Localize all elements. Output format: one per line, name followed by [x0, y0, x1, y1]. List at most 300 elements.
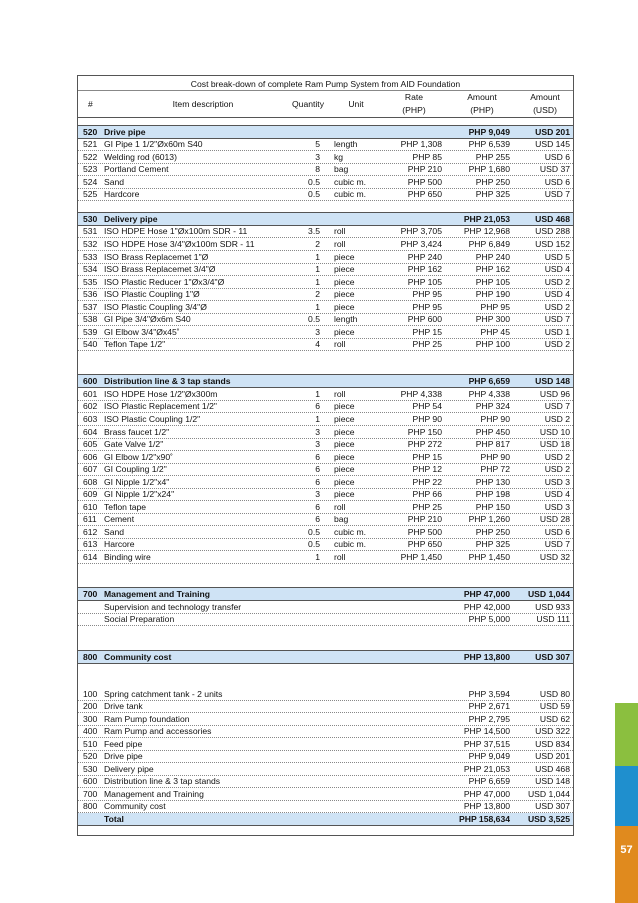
cell-usd: USD 6	[544, 527, 570, 537]
cell-qty: 6	[315, 401, 320, 411]
cell-usd: USD 2	[544, 277, 570, 287]
cell-qty: 0.5	[308, 177, 320, 187]
cell-php: PHP 250	[475, 177, 510, 187]
cell-usd: USD 288	[535, 226, 570, 236]
cell-rate: PHP 66	[412, 489, 442, 499]
cell-unit: cubic m.	[334, 527, 366, 537]
cell-desc: GI Elbow 1/2"x90˚	[104, 452, 173, 462]
cell-usd: USD 7	[544, 189, 570, 199]
cell-rate: PHP 25	[412, 339, 442, 349]
row-divider	[78, 250, 573, 251]
row-divider	[78, 525, 573, 526]
cell-rate: PHP 240	[407, 252, 442, 262]
col-header-qty: Quantity	[291, 99, 324, 109]
row-divider	[78, 412, 573, 413]
cell-unit: piece	[334, 327, 355, 337]
cell-desc: Sand	[104, 177, 125, 187]
cell-qty: 1	[315, 302, 320, 312]
cell-php: PHP 325	[475, 189, 510, 199]
cell-unit: piece	[334, 477, 355, 487]
cell-php: PHP 1,680	[468, 164, 510, 174]
cell-php: PHP 325	[475, 539, 510, 549]
row-divider	[78, 150, 573, 151]
cell-usd: USD 2	[544, 302, 570, 312]
cell-qty: 6	[315, 514, 320, 524]
cell-unit: piece	[334, 277, 355, 287]
cell-code: 607	[83, 464, 98, 474]
cell-qty: 8	[315, 164, 320, 174]
cell-code: 535	[83, 277, 98, 287]
sidebar-green	[615, 703, 638, 766]
cell-unit: piece	[334, 464, 355, 474]
cell-usd: USD 59	[539, 701, 570, 711]
cell-usd: USD 933	[535, 602, 570, 612]
cell-usd: USD 28	[539, 514, 570, 524]
cell-php: PHP 2,671	[468, 701, 510, 711]
cell-desc: ISO Plastic Coupling 1"Ø	[104, 289, 200, 299]
row-divider	[78, 550, 573, 551]
cell-desc: ISO Brass Replacemet 1"Ø	[104, 252, 209, 262]
cell-code: 530	[83, 214, 98, 224]
row-divider	[78, 762, 573, 763]
cell-usd: USD 7	[544, 314, 570, 324]
cell-usd: USD 62	[539, 714, 570, 724]
cell-usd: USD 80	[539, 689, 570, 699]
cell-desc: Community cost	[104, 801, 166, 811]
cell-php: PHP 6,849	[468, 239, 510, 249]
cell-qty: 1	[315, 552, 320, 562]
cell-rate: PHP 650	[407, 539, 442, 549]
cell-rate: PHP 3,424	[400, 239, 442, 249]
cell-unit: piece	[334, 289, 355, 299]
cell-desc: Gate Valve 1/2"	[104, 439, 164, 449]
cell-unit: roll	[334, 389, 346, 399]
cell-desc: GI Nipple 1/2"x4"	[104, 477, 170, 487]
cell-usd: USD 145	[535, 139, 570, 149]
cell-rate: PHP 22	[412, 477, 442, 487]
cell-desc: ISO Plastic Coupling 3/4"Ø	[104, 302, 207, 312]
table-title: Cost break-down of complete Ram Pump System from AID Foundation	[190, 79, 461, 89]
cell-desc: Delivery pipe	[104, 214, 158, 224]
cell-code: 523	[83, 164, 98, 174]
cell-desc: ISO HDPE Hose 1"Øx100m SDR - 11	[104, 226, 248, 236]
cell-usd: USD 96	[539, 389, 570, 399]
cell-qty: 3	[315, 152, 320, 162]
cell-usd: USD 148	[535, 376, 570, 386]
cell-php: PHP 13,800	[463, 801, 510, 811]
cell-desc: GI Nipple 1/2"x24"	[104, 489, 175, 499]
cell-php: PHP 12,968	[463, 226, 510, 236]
cell-qty: 1	[315, 414, 320, 424]
col-header-rate-unit: (PHP)	[402, 105, 426, 115]
cell-unit: cubic m.	[334, 539, 366, 549]
col-header-desc: Item description	[172, 99, 234, 109]
cell-php: PHP 21,053	[463, 214, 510, 224]
cell-desc: ISO Brass Replacemet 3/4"Ø	[104, 264, 216, 274]
cell-unit: roll	[334, 552, 346, 562]
cell-unit: bag	[334, 164, 349, 174]
cell-php: PHP 300	[475, 314, 510, 324]
row-divider	[78, 374, 573, 375]
cell-unit: cubic m.	[334, 189, 366, 199]
cell-php: PHP 3,594	[468, 689, 510, 699]
cell-code: 520	[83, 751, 98, 761]
cell-rate: PHP 272	[407, 439, 442, 449]
cell-php: PHP 14,500	[463, 726, 510, 736]
cell-usd: USD 1,044	[527, 589, 570, 599]
cell-desc: Drive pipe	[104, 751, 143, 761]
cell-code: 612	[83, 527, 98, 537]
cell-desc: Welding rod (6013)	[104, 152, 177, 162]
cell-rate: PHP 4,338	[400, 389, 442, 399]
cell-desc: ISO Plastic Reducer 1"Øx3/4"Ø	[104, 277, 225, 287]
cell-qty: 3	[315, 439, 320, 449]
cell-rate: PHP 12	[412, 464, 442, 474]
cell-php: PHP 4,338	[468, 389, 510, 399]
cell-qty: 5	[315, 139, 320, 149]
cell-rate: PHP 500	[407, 177, 442, 187]
row-divider	[78, 450, 573, 451]
cell-unit: piece	[334, 252, 355, 262]
cell-qty: 2	[315, 239, 320, 249]
cell-php: PHP 150	[475, 502, 510, 512]
cell-php: PHP 240	[475, 252, 510, 262]
cell-code: 522	[83, 152, 98, 162]
cell-usd: USD 2	[544, 414, 570, 424]
cell-unit: roll	[334, 226, 346, 236]
row-divider	[78, 300, 573, 301]
cell-usd: USD 3	[544, 477, 570, 487]
cell-php: PHP 47,000	[463, 789, 510, 799]
cell-code: 536	[83, 289, 98, 299]
cell-code: 538	[83, 314, 98, 324]
cell-code: 605	[83, 439, 98, 449]
row-divider	[78, 237, 573, 238]
cell-qty: 6	[315, 464, 320, 474]
cell-code: 539	[83, 327, 98, 337]
cell-desc: Total	[104, 814, 124, 824]
cell-php: PHP 9,049	[468, 127, 510, 137]
cell-usd: USD 3,525	[527, 814, 570, 824]
cell-usd: USD 6	[544, 177, 570, 187]
cell-desc: ISO HDPE Hose 1/2"Øx300m	[104, 389, 218, 399]
page-number: 57	[620, 844, 633, 856]
cell-usd: USD 10	[539, 427, 570, 437]
cell-unit: piece	[334, 489, 355, 499]
col-header-amount-php-unit: (PHP)	[470, 105, 494, 115]
cell-qty: 1	[315, 277, 320, 287]
row-divider	[78, 125, 573, 126]
cell-rate: PHP 650	[407, 189, 442, 199]
cell-rate: PHP 162	[407, 264, 442, 274]
cell-usd: USD 7	[544, 539, 570, 549]
cell-qty: 1	[315, 389, 320, 399]
cell-rate: PHP 3,705	[400, 226, 442, 236]
cell-usd: USD 201	[535, 751, 570, 761]
cell-php: PHP 130	[475, 477, 510, 487]
cell-code: 600	[83, 776, 98, 786]
cell-rate: PHP 15	[412, 452, 442, 462]
cell-qty: 3	[315, 489, 320, 499]
cell-qty: 1	[315, 264, 320, 274]
divider	[78, 117, 573, 118]
cell-qty: 6	[315, 502, 320, 512]
cell-usd: USD 2	[544, 452, 570, 462]
cell-qty: 4	[315, 339, 320, 349]
cell-code: 520	[83, 127, 98, 137]
cell-usd: USD 307	[535, 801, 570, 811]
cell-code: 200	[83, 701, 98, 711]
cell-desc: ISO Plastic Replacement 1/2"	[104, 401, 217, 411]
cell-unit: piece	[334, 401, 355, 411]
cell-unit: piece	[334, 452, 355, 462]
cell-qty: 0.5	[308, 527, 320, 537]
divider	[78, 90, 573, 91]
cell-rate: PHP 500	[407, 527, 442, 537]
cell-rate: PHP 210	[407, 164, 442, 174]
cell-usd: USD 4	[544, 489, 570, 499]
cell-unit: roll	[334, 502, 346, 512]
cell-php: PHP 1,450	[468, 552, 510, 562]
cell-usd: USD 18	[539, 439, 570, 449]
cell-usd: USD 148	[535, 776, 570, 786]
cell-php: PHP 324	[475, 401, 510, 411]
cell-desc: Sand	[104, 527, 125, 537]
row-divider	[78, 175, 573, 176]
cell-code: 531	[83, 226, 98, 236]
cell-php: PHP 450	[475, 427, 510, 437]
cell-unit: kg	[334, 152, 344, 162]
cell-desc: Harcore	[104, 539, 135, 549]
cell-php: PHP 6,539	[468, 139, 510, 149]
cell-desc: Delivery pipe	[104, 764, 154, 774]
cell-rate: PHP 85	[412, 152, 442, 162]
row-divider	[78, 212, 573, 213]
row-divider	[78, 712, 573, 713]
cell-usd: USD 3	[544, 502, 570, 512]
row-divider	[78, 663, 573, 664]
cell-rate: PHP 54	[412, 401, 442, 411]
row-divider	[78, 425, 573, 426]
row-divider	[78, 325, 573, 326]
cell-usd: USD 468	[535, 214, 570, 224]
cell-desc: GI Coupling 1/2"	[104, 464, 167, 474]
cell-rate: PHP 90	[412, 414, 442, 424]
row-divider	[78, 787, 573, 788]
col-header-amount-usd-unit: (USD)	[533, 105, 557, 115]
cell-rate: PHP 150	[407, 427, 442, 437]
cell-desc: Feed pipe	[104, 739, 143, 749]
cell-desc: Drive tank	[104, 701, 143, 711]
cell-php: PHP 90	[480, 452, 510, 462]
row-divider	[78, 350, 573, 351]
cell-desc: GI Pipe 1 1/2"Øx60m S40	[104, 139, 203, 149]
col-header-amount-php: Amount	[467, 92, 497, 102]
cell-qty: 3	[315, 427, 320, 437]
cell-qty: 1	[315, 252, 320, 262]
cell-php: PHP 6,659	[468, 376, 510, 386]
cell-code: 800	[83, 801, 98, 811]
cell-desc: GI Pipe 3/4"Øx6m S40	[104, 314, 191, 324]
cell-code: 611	[83, 514, 97, 524]
row-divider	[78, 275, 573, 276]
cell-php: PHP 255	[475, 152, 510, 162]
cell-php: PHP 190	[475, 289, 510, 299]
cell-usd: USD 5	[544, 252, 570, 262]
cell-desc: Spring catchment tank - 2 units	[104, 689, 223, 699]
cell-desc: Binding wire	[104, 552, 151, 562]
cell-desc: Management and Training	[104, 589, 211, 599]
cell-php: PHP 1,260	[468, 514, 510, 524]
col-header-unit: Unit	[348, 99, 364, 109]
cell-qty: 0.5	[308, 314, 320, 324]
cell-code: 610	[83, 502, 98, 512]
cell-code: 601	[83, 389, 98, 399]
cell-unit: length	[334, 139, 358, 149]
cell-unit: piece	[334, 302, 355, 312]
cell-qty: 0.5	[308, 539, 320, 549]
cell-desc: ISO HDPE Hose 3/4"Øx100m SDR - 11	[104, 239, 255, 249]
cell-php: PHP 45	[480, 327, 510, 337]
cell-code: 537	[83, 302, 98, 312]
row-divider	[78, 625, 573, 626]
cell-php: PHP 817	[475, 439, 510, 449]
cell-code: 614	[83, 552, 98, 562]
cell-qty: 6	[315, 477, 320, 487]
cell-php: PHP 198	[475, 489, 510, 499]
cell-code: 400	[83, 726, 98, 736]
cell-rate: PHP 210	[407, 514, 442, 524]
cell-usd: USD 322	[535, 726, 570, 736]
cell-usd: USD 1,044	[527, 789, 570, 799]
cell-code: 606	[83, 452, 98, 462]
cell-unit: length	[334, 314, 358, 324]
cell-unit: cubic m.	[334, 177, 366, 187]
cell-php: PHP 162	[475, 264, 510, 274]
cell-php: PHP 9,049	[468, 751, 510, 761]
cell-usd: USD 7	[544, 401, 570, 411]
cell-usd: USD 152	[535, 239, 570, 249]
cell-code: 534	[83, 264, 98, 274]
row-divider	[78, 387, 573, 388]
cell-php: PHP 42,000	[463, 602, 510, 612]
row-divider	[78, 650, 573, 651]
row-divider	[78, 825, 573, 826]
cell-code: 524	[83, 177, 98, 187]
cell-code: 510	[83, 739, 98, 749]
cell-code: 602	[83, 401, 98, 411]
cell-desc: Community cost	[104, 652, 172, 662]
cell-unit: piece	[334, 414, 355, 424]
cell-unit: piece	[334, 439, 355, 449]
cell-unit: piece	[334, 427, 355, 437]
cell-desc: Management and Training	[104, 789, 204, 799]
cell-php: PHP 90	[480, 414, 510, 424]
cell-code: 525	[83, 189, 98, 199]
cell-rate: PHP 95	[412, 289, 442, 299]
col-header-num: #	[88, 99, 93, 109]
cell-php: PHP 5,000	[468, 614, 510, 624]
cell-desc: ISO Plastic Coupling 1/2"	[104, 414, 201, 424]
cell-code: 533	[83, 252, 98, 262]
cell-code: 613	[83, 539, 98, 549]
col-header-rate: Rate	[404, 92, 424, 102]
row-divider	[78, 475, 573, 476]
cell-rate: PHP 105	[407, 277, 442, 287]
cell-rate: PHP 95	[412, 302, 442, 312]
cell-code: 609	[83, 489, 98, 499]
cell-code: 700	[83, 589, 98, 599]
cell-desc: Ram Pump and accessories	[104, 726, 212, 736]
cell-code: 700	[83, 789, 98, 799]
cell-usd: USD 37	[539, 164, 570, 174]
cell-usd: USD 6	[544, 152, 570, 162]
cell-usd: USD 2	[544, 339, 570, 349]
cell-usd: USD 111	[536, 614, 570, 624]
row-divider	[78, 563, 573, 564]
cell-php: PHP 37,515	[463, 739, 510, 749]
cell-usd: USD 468	[535, 764, 570, 774]
cell-desc: Portland Cement	[104, 164, 169, 174]
cell-code: 530	[83, 764, 98, 774]
cell-code: 521	[83, 139, 98, 149]
cell-usd: USD 201	[535, 127, 570, 137]
cell-rate: PHP 15	[412, 327, 442, 337]
cell-code: 604	[83, 427, 98, 437]
cell-desc: Distribution line & 3 tap stands	[104, 376, 231, 386]
cell-usd: USD 834	[535, 739, 570, 749]
cell-rate: PHP 600	[407, 314, 442, 324]
row-divider	[78, 200, 573, 201]
row-divider	[78, 600, 573, 601]
cell-php: PHP 21,053	[463, 764, 510, 774]
cell-php: PHP 100	[475, 339, 510, 349]
cell-php: PHP 72	[480, 464, 510, 474]
cell-desc: Ram Pump foundation	[104, 714, 190, 724]
cell-desc: Drive pipe	[104, 127, 146, 137]
cell-rate: PHP 1,308	[400, 139, 442, 149]
cell-usd: USD 307	[535, 652, 570, 662]
col-header-amount-usd: Amount	[530, 92, 560, 102]
cell-php: PHP 95	[480, 302, 510, 312]
cell-qty: 3.5	[308, 226, 320, 236]
cell-code: 540	[83, 339, 98, 349]
sidebar-blue	[615, 766, 638, 826]
cost-table	[77, 75, 574, 836]
cell-rate: PHP 25	[412, 502, 442, 512]
cell-desc: Social Preparation	[104, 614, 175, 624]
cell-php: PHP 13,800	[463, 652, 510, 662]
cell-desc: GI Elbow 3/4"Øx45˚	[104, 327, 180, 337]
cell-code: 608	[83, 477, 98, 487]
cell-php: PHP 47,000	[463, 589, 510, 599]
cell-unit: bag	[334, 514, 349, 524]
cell-desc: Teflon Tape 1/2"	[104, 339, 166, 349]
cell-code: 800	[83, 652, 98, 662]
cell-usd: USD 4	[544, 289, 570, 299]
cell-code: 603	[83, 414, 98, 424]
cell-desc: Distribution line & 3 tap stands	[104, 776, 221, 786]
cell-php: PHP 158,634	[459, 814, 510, 824]
cell-code: 300	[83, 714, 98, 724]
cell-php: PHP 250	[475, 527, 510, 537]
cell-usd: USD 32	[539, 552, 570, 562]
cell-desc: Cement	[104, 514, 135, 524]
cell-php: PHP 6,659	[468, 776, 510, 786]
cell-usd: USD 4	[544, 264, 570, 274]
cell-qty: 6	[315, 452, 320, 462]
row-divider	[78, 587, 573, 588]
